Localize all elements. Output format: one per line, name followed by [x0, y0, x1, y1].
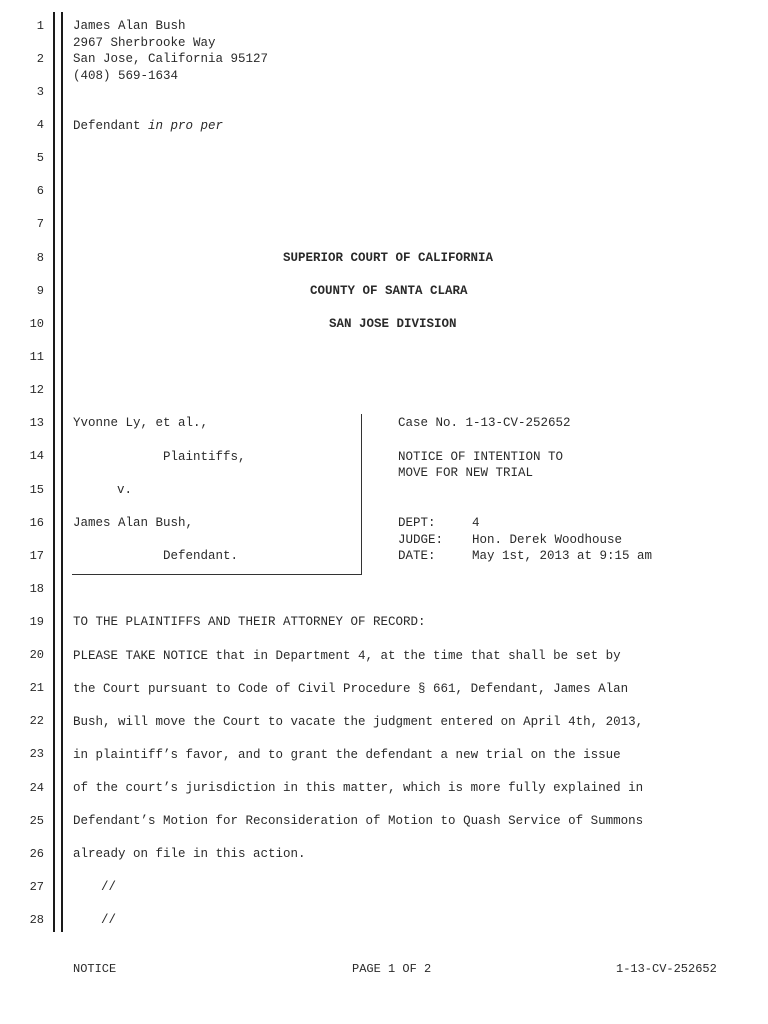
line-number: 19	[29, 615, 44, 629]
line-number: 1	[36, 19, 44, 33]
line-number: 13	[29, 416, 44, 430]
line-number: 5	[36, 151, 44, 165]
footer-title: NOTICE	[73, 962, 117, 976]
party-role	[73, 118, 223, 134]
body-line: in plaintiff’s favor, and to grant the defendant a new trial on the issue	[73, 748, 621, 762]
plaintiff-name: Yvonne Ly, et al.,	[73, 416, 209, 430]
body-line: of the court’s jurisdiction in this matter, which is more fully explained in	[73, 781, 644, 795]
judge-value: Hon. Derek Woodhouse	[472, 533, 623, 547]
line-number: 8	[36, 251, 44, 265]
plaintiff-role: Plaintiffs,	[163, 450, 246, 464]
versus-label: v.	[117, 483, 133, 497]
line-number: 18	[29, 582, 44, 596]
line-number: 28	[29, 913, 44, 927]
line-number: 14	[29, 449, 44, 463]
left-margin-rule-outer	[53, 12, 55, 932]
continuation-slashes: //	[101, 913, 117, 927]
line-number: 21	[29, 681, 44, 695]
court-name: SUPERIOR COURT OF CALIFORNIA	[283, 251, 494, 265]
line-number: 3	[36, 85, 44, 99]
line-number: 6	[36, 184, 44, 198]
line-number: 20	[29, 648, 44, 662]
line-number: 4	[36, 118, 44, 132]
party-street: 2967 Sherbrooke Way	[73, 36, 216, 50]
party-role-italic: in pro per	[148, 119, 224, 133]
footer-page-number: PAGE 1 OF 2	[352, 962, 432, 976]
line-number: 10	[29, 317, 44, 331]
party-role-prefix: Defendant	[73, 119, 149, 133]
party-city: San Jose, California 95127	[73, 52, 269, 66]
body-line: already on file in this action.	[73, 847, 306, 861]
body-line: PLEASE TAKE NOTICE that in Department 4, at the time that shall be set by	[73, 649, 621, 663]
body-line: the Court pursuant to Code of Civil Procedure § 661, Defendant, James Alan	[73, 682, 629, 696]
caption-vertical-rule	[361, 414, 362, 575]
line-number: 16	[29, 516, 44, 530]
date-value: May 1st, 2013 at 9:15 am	[472, 549, 653, 563]
caption-horizontal-rule	[72, 574, 362, 575]
line-number: 26	[29, 847, 44, 861]
body-line: Defendant’s Motion for Reconsideration of Motion to Quash Service of Summons	[73, 814, 644, 828]
line-number: 17	[29, 549, 44, 563]
judge-label: JUDGE:	[398, 533, 444, 547]
party-name: James Alan Bush	[73, 19, 186, 33]
defendant-role: Defendant.	[163, 549, 239, 563]
case-number: Case No. 1-13-CV-252652	[398, 416, 571, 430]
line-number: 27	[29, 880, 44, 894]
line-number: 15	[29, 483, 44, 497]
body-line: Bush, will move the Court to vacate the judgment entered on April 4th, 2013,	[73, 715, 644, 729]
line-number: 9	[36, 284, 44, 298]
line-number: 22	[29, 714, 44, 728]
date-label: DATE:	[398, 549, 436, 563]
left-margin-rule-inner	[61, 12, 63, 932]
continuation-slashes: //	[101, 880, 117, 894]
line-number: 7	[36, 217, 44, 231]
salutation: TO THE PLAINTIFFS AND THEIR ATTORNEY OF RECORD:	[73, 615, 426, 629]
court-division: SAN JOSE DIVISION	[329, 317, 457, 331]
party-phone: (408) 569-1634	[73, 69, 179, 83]
line-number: 25	[29, 814, 44, 828]
document-title-line1: NOTICE OF INTENTION TO	[398, 450, 564, 464]
document-title-line2: MOVE FOR NEW TRIAL	[398, 466, 534, 480]
footer-case-number: 1-13-CV-252652	[616, 962, 717, 976]
line-number: 12	[29, 383, 44, 397]
line-number: 2	[36, 52, 44, 66]
line-number: 11	[29, 350, 44, 364]
line-number: 24	[29, 781, 44, 795]
defendant-name: James Alan Bush,	[73, 516, 194, 530]
dept-value: 4	[472, 516, 480, 530]
line-number: 23	[29, 747, 44, 761]
dept-label: DEPT:	[398, 516, 436, 530]
court-county: COUNTY OF SANTA CLARA	[310, 284, 468, 298]
